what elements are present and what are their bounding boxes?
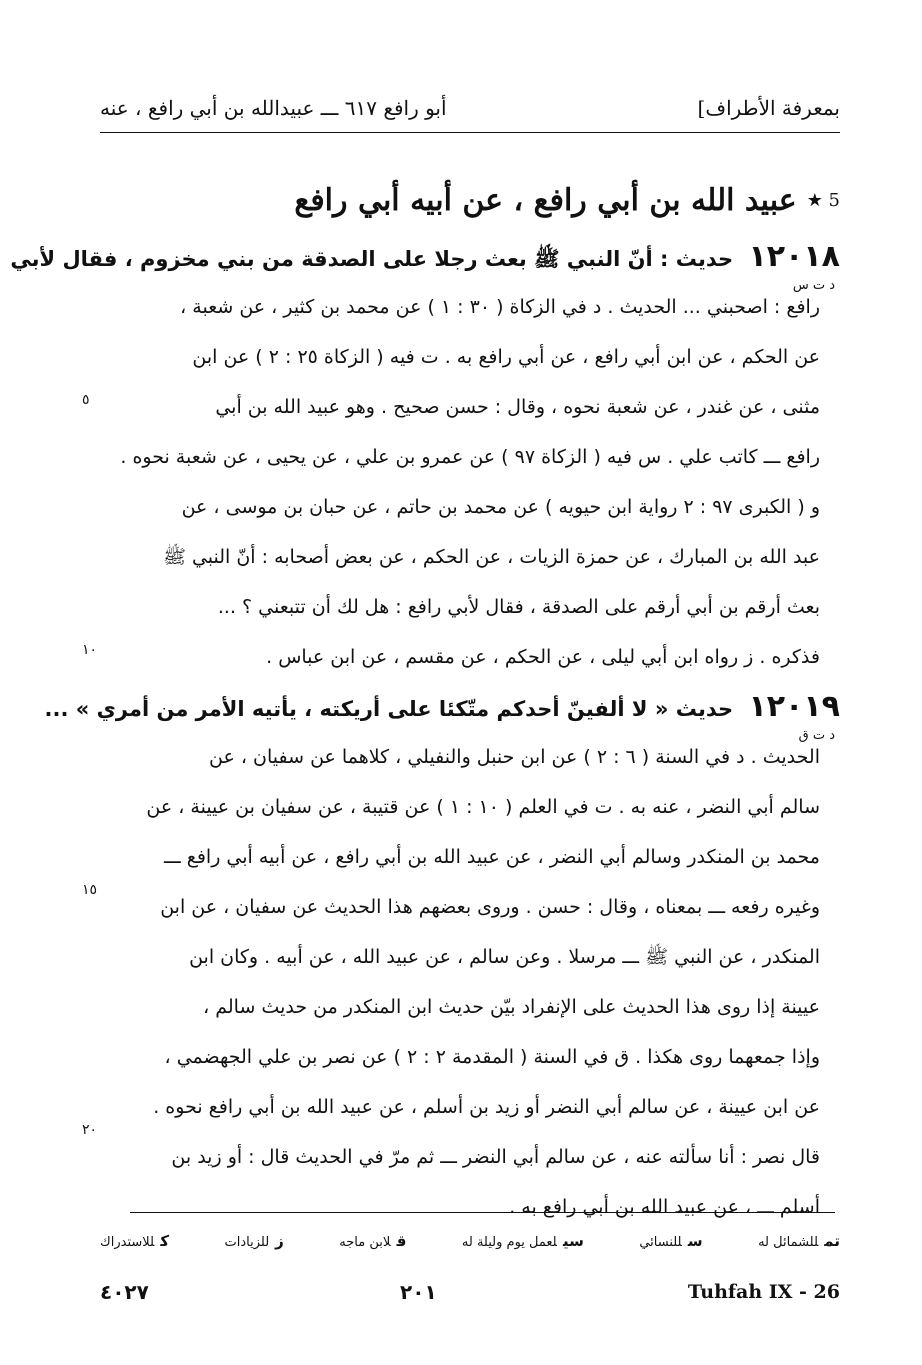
legend-item: قلابن ماجه [339, 1232, 407, 1250]
hadith-2-line: أسلم ـــ ، عن عبيد الله بن أبي رافع به . [509, 1196, 820, 1218]
header-right-title: أبو رافع ٦١٧ ـــ عبيدالله بن أبي رافع ، عنه [100, 96, 447, 120]
hadith-2-line: سالم أبي النضر ، عنه به . ت في العلم ( ١٠ : ١ ) عن قتيبة ، عن سفيان بن عيينة ، عن [146, 796, 820, 818]
line-number: ٢٠ [82, 1122, 98, 1138]
hadith-2-first-line [44, 682, 840, 732]
hadith-1-line: رافع : اصحبني ... الحديث . د في الزكاة ( ٣٠ : ١ ) عن محمد بن كثير ، عن شعبة ، [180, 296, 820, 318]
hadith-2-line: محمد بن المنكدر وسالم أبي النضر ، عن عبيد الله بن أبي رافع ، عن أبيه أبي رافع ـــ [163, 846, 820, 868]
hadith-1-line: رافع ـــ كاتب علي . س فيه ( الزكاة ٩٧ ) عن عمرو بن علي ، عن يحيى ، عن شعبة نحوه . [120, 446, 820, 468]
hadith-1-line-1: حديث : أنّ النبي ﷺ بعث رجلا على الصدقة من بني مخزوم ، فقال لأبي [10, 247, 734, 271]
hadith-2-line: الحديث . د في السنة ( ٦ : ٢ ) عن ابن حنبل والنفيلي ، كلاهما عن سفيان ، عن [209, 746, 820, 768]
line-number: ٥ [82, 392, 90, 408]
hadith-2-line-1: حديث « لا ألفينّ أحدكم متّكئا على أريكته ، يأتيه الأمر من أمري » ... [44, 697, 734, 721]
hadith-1-line: عبد الله بن المبارك ، عن حمزة الزيات ، عن الحكم ، عن بعض أصحابه : أنّ النبي ﷺ [162, 546, 820, 568]
hadith-1-line: و ( الكبرى ٩٧ : ٢ رواية ابن حيويه ) عن محمد بن حاتم ، عن حبان بن موسى ، عن [181, 496, 820, 518]
hadith-1-number: ١٢٠١٨ [748, 239, 840, 274]
hadith-2-line: وإذا جمعهما روى هكذا . ق في السنة ( المقدمة ٢ : ٢ ) عن نصر بن علي الجهضمي ، [164, 1046, 820, 1068]
series-label: Tuhfah IX - 26 [687, 1281, 840, 1303]
hadith-1-sigla: د ت س [792, 278, 835, 293]
hadith-2-line: وغيره رفعه ـــ بمعناه ، وقال : حسن . وروى بعضهم هذا الحديث عن سفيان ، عن ابن [160, 896, 820, 918]
footer-left-number: ٤٠٢٧ [100, 1280, 149, 1304]
hadith-1-line: فذكره . ز رواه ابن أبي ليلى ، عن الحكم ، عن مقسم ، عن ابن عباس . [266, 646, 820, 668]
hadith-1-first-line [10, 232, 840, 282]
section-title: عبيد الله بن أبي رافع ، عن أبيه أبي رافع [294, 182, 797, 218]
section-heading [120, 172, 840, 228]
line-number: ١٠ [82, 642, 98, 658]
hadith-1-line: مثنى ، عن غندر ، عن شعبة نحوه ، وقال : حسن صحيح . وهو عبيد الله بن أبي [215, 396, 820, 418]
hadith-2-number: ١٢٠١٩ [748, 689, 840, 724]
legend-item: تمللشمائل له [758, 1232, 840, 1250]
hadith-2-line: عن ابن عيينة ، عن سالم أبي النضر أو زيد بن أسلم ، عن عبيد الله بن أبي رافع نحوه . [153, 1096, 820, 1118]
legend-item: زللزيادات [224, 1232, 284, 1250]
header-rule [100, 132, 840, 133]
legend-item: سيلعمل يوم وليلة له [461, 1232, 584, 1250]
hadith-2-sigla: د ت ق [798, 728, 835, 743]
hadith-2-line: عيينة إذا روى هذا الحديث على الإنفراد بيّن حديث ابن المنكدر من حديث سالم ، [203, 996, 820, 1018]
legend-item: كللاستدراك [100, 1232, 170, 1250]
hadith-1-line: عن الحكم ، عن ابن أبي رافع ، عن أبي رافع به . ت فيه ( الزكاة ٢٥ : ٢ ) عن ابن [192, 346, 820, 368]
legend-item: سللنسائي [639, 1232, 703, 1250]
hadith-2-line: قال نصر : أنا سألته عنه ، عن سالم أبي النضر ـــ ثم مرّ في الحديث قال : أو زيد بن [171, 1146, 820, 1168]
page-number: ٢٠١ [400, 1280, 437, 1304]
hadith-2-line: المنكدر ، عن النبي ﷺ ـــ مرسلا . وعن سالم ، عن عبيد الله ، عن أبيه . وكان ابن [189, 946, 820, 968]
abbreviation-legend [100, 1226, 840, 1256]
running-header [100, 88, 840, 128]
line-number: ١٥ [82, 882, 98, 898]
section-marker: 5 ★ [806, 189, 840, 211]
header-left-title: بمعرفة الأطراف] [697, 96, 840, 120]
footnote-rule [130, 1212, 835, 1213]
page-footer [100, 1272, 840, 1312]
hadith-1-line: بعث أرقم بن أبي أرقم على الصدقة ، فقال لأبي رافع : هل لك أن تتبعني ؟ ... [217, 596, 820, 618]
